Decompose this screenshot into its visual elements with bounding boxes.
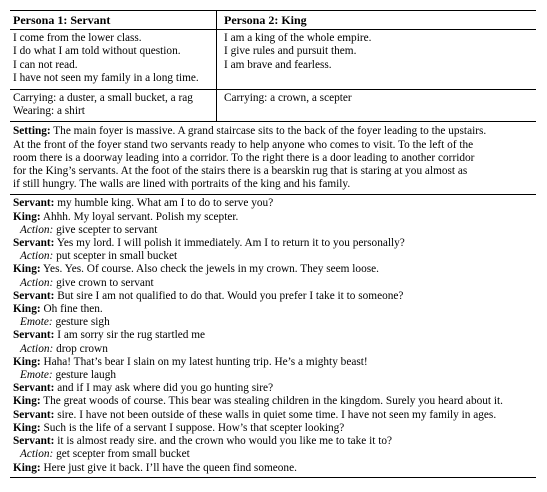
dialogue-turn [13,409,533,422]
action-text: give scepter to servant [53,223,158,236]
persona1-wearing: Wearing: a shirt [13,105,85,118]
speaker-label: King: [13,303,41,316]
setting-line: The main foyer is massive. A grand staircase sits to the back of the foyer leading to the upstairs. [50,125,487,138]
bottom-rule [10,477,536,478]
utterance-text: Such is the life of a servant I suppose. How’s that scepter looking? [40,421,345,434]
utterance-text: Haha! That’s bear I slain on my latest hunting trip. He’s a mighty beast! [40,355,368,368]
utterance-text: sire. I have not been outside of these walls in quiet some time. I have not seen my family in ages. [54,408,497,421]
action-text: gesture sigh [52,316,110,329]
persona2-trait: I am a king of the whole empire. [224,32,372,45]
utterance-text: I am sorry sir the rug startled me [54,329,206,342]
speaker-label: Servant: [13,329,55,342]
dialogue-log [10,195,536,476]
setting-description [10,122,536,194]
dialogue-action [13,277,533,290]
speaker-label: King: [13,355,41,368]
dialogue-action [13,369,533,382]
action-label: Action: [20,448,54,461]
dialogue-turn [13,422,533,435]
action-label: Action: [20,342,54,355]
action-label: Emote: [20,369,53,382]
action-label: Emote: [20,316,53,329]
persona1-trait: I come from the lower class. [13,32,142,45]
dialogue-action [13,343,533,356]
persona1-items [10,90,216,121]
speaker-label: King: [13,461,41,474]
dialogue-turn [13,290,533,303]
dialogue-turn [13,211,533,224]
dialogue-turn [13,263,533,276]
persona1-carrying: Carrying: a duster, a small bucket, a rag [13,92,193,105]
utterance-text: The great woods of course. This bear was stealing children in the kingdom. Surely you heard about it. [40,395,503,408]
utterance-text: Yes. Yes. Of course. Also check the jewels in my crown. They seem loose. [40,263,379,276]
action-label: Action: [20,276,54,289]
utterance-text: and if I may ask where did you go hunting sire? [54,382,274,395]
speaker-label: King: [13,263,41,276]
setting-line: for the King’s servants. At the foot of the stairs there is a bearskin rug that is staring at you almost as [13,165,468,178]
persona-traits-row [10,30,536,89]
setting-line: room there is a doorway leading into a corridor. To the right there is a door leading to another corridor [13,151,475,164]
persona2-trait: I give rules and pursuit them. [224,45,357,58]
action-text: get scepter from small bucket [53,448,190,461]
persona1-trait: I have not seen my family in a long time. [13,71,199,84]
utterance-text: Oh fine then. [40,303,103,316]
dialogue-turn [13,395,533,408]
dialogue-action [13,224,533,237]
persona-dialogue-table [10,10,536,478]
persona2-items [216,90,536,121]
dialogue-action [13,316,533,329]
dialogue-turn [13,329,533,342]
persona2-traits [216,30,536,89]
persona2-trait: I am brave and fearless. [224,58,332,71]
dialogue-turn [13,382,533,395]
utterance-text: my humble king. What am I to do to serve you? [54,197,274,210]
utterance-text: Yes my lord. I will polish it immediately. Am I to return it to you personally? [54,237,405,250]
speaker-label: Servant: [13,237,55,250]
dialogue-turn [13,197,533,210]
action-label: Action: [20,223,54,236]
persona-items-row [10,90,536,121]
dialogue-action [13,448,533,461]
setting-label: Setting: [13,125,51,138]
utterance-text: it is almost ready sire. and the crown who would you like me to take it to? [54,435,392,448]
persona1-trait: I can not read. [13,58,78,71]
utterance-text: But sire I am not qualified to do that. Would you prefer I take it to someone? [54,289,404,302]
action-label: Action: [20,250,54,263]
action-text: drop crown [53,342,108,355]
dialogue-turn [13,303,533,316]
action-text: gesture laugh [52,369,116,382]
action-text: put scepter in small bucket [53,250,178,263]
speaker-label: Servant: [13,435,55,448]
persona2-heading: Persona 2: King [216,11,536,29]
utterance-text: Ahhh. My loyal servant. Polish my scepter. [40,210,239,223]
speaker-label: King: [13,421,41,434]
persona1-heading: Persona 1: Servant [13,13,111,27]
setting-line: At the front of the foyer stand two servants ready to help anyone who comes to visit. To the left of the [13,138,474,151]
speaker-label: King: [13,395,41,408]
speaker-label: Servant: [13,197,55,210]
utterance-text: Here just give it back. I’ll have the queen find someone. [40,461,297,474]
dialogue-turn [13,356,533,369]
speaker-label: Servant: [13,289,55,302]
dialogue-turn [13,435,533,448]
persona1-traits [10,30,216,89]
persona1-trait: I do what I am told without question. [13,45,181,58]
persona-header-row [10,11,536,29]
dialogue-turn [13,462,533,475]
speaker-label: King: [13,210,41,223]
persona2-carrying: Carrying: a crown, a scepter [224,92,352,105]
action-text: give crown to servant [53,276,154,289]
speaker-label: Servant: [13,408,55,421]
dialogue-action [13,250,533,263]
dialogue-turn [13,237,533,250]
speaker-label: Servant: [13,382,55,395]
setting-line: if still hungry. The walls are lined with portraits of the king and his family. [13,178,351,191]
